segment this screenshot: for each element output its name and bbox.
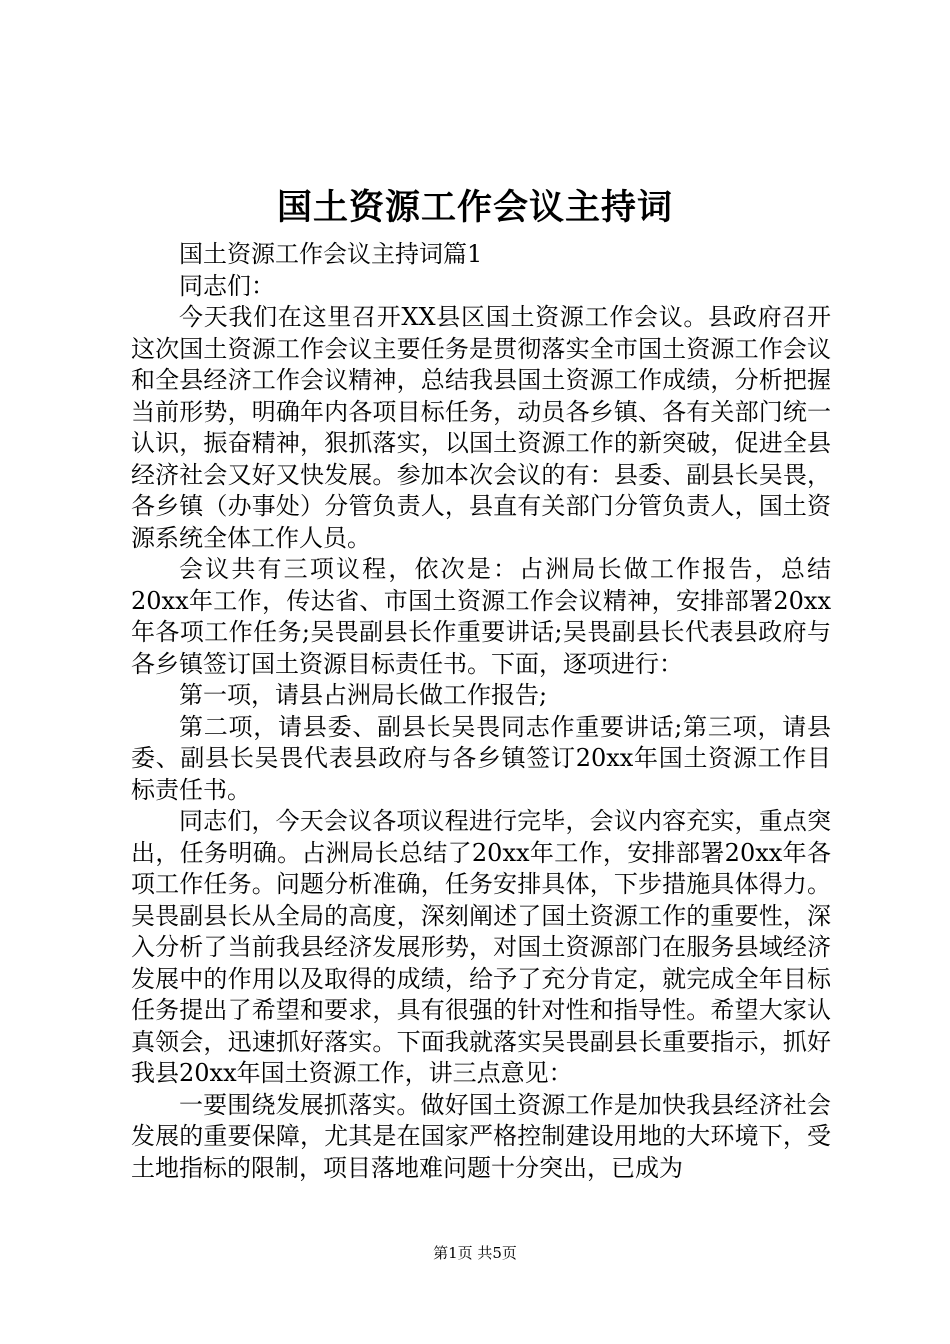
document-body (131, 239, 831, 1184)
paragraph: 一要围绕发展抓落实。做好国土资源工作是加快我县经济社会发展的重要保障，尤其是在国家严格控制建设用地的大环境下，受土地指标的限制，项目落地难问题十分突出，已成为 (131, 1090, 831, 1182)
paragraph: 今天我们在这里召开XX县区国土资源工作会议。县政府召开这次国土资源工作会议主要任务是贯彻落实全市国土资源工作会议和全县经济工作会议精神，总结我县国土资源工作成绩，分析把握当前形势，明确年内各项目标任务，动员各乡镇、各有关部门统一认识，振奋精神，狠抓落实，以国土资源工作的新突破，促进全县经济社会又好又快发展。参加本次会议的有：县委、副县长吴畏，各乡镇（办事处）分管负责人，县直有关部门分管负责人，国土资源系统全体工作人员。 (131, 303, 831, 552)
paragraph: 会议共有三项议程，依次是：占洲局长做工作报告，总结20xx年工作，传达省、市国土资源工作会议精神，安排部署20xx年各项工作任务;吴畏副县长作重要讲话;吴畏副县长代表县政府与各乡镇签订国土资源目标责任书。下面，逐项进行： (131, 555, 831, 678)
document-title: 国土资源工作会议主持词 (276, 187, 673, 228)
page-number-footer: 第1页 共5页 (433, 1244, 517, 1262)
section-heading: 国土资源工作会议主持词篇1 (179, 240, 483, 268)
paragraph: 第二项，请县委、副县长吴畏同志作重要讲话;第三项，请县委、副县长吴畏代表县政府与各乡镇签订20xx年国土资源工作目标责任书。 (131, 712, 831, 804)
salutation: 同志们： (179, 271, 275, 300)
paragraph: 第一项，请县占洲局长做工作报告; (179, 681, 548, 709)
paragraph: 同志们，今天会议各项议程进行完毕，会议内容充实，重点突出，任务明确。占洲局长总结了20xx年工作，安排部署20xx年各项工作任务。问题分析准确，任务安排具体，下步措施具体得力。吴畏副县长从全局的高度，深刻阐述了国土资源工作的重要性，深入分析了当前我县经济发展形势，对国土资源部门在服务县域经济发展中的作用以及取得的成绩，给予了充分肯定，就完成全年目标任务提出了希望和要求，具有很强的针对性和指导性。希望大家认真领会，迅速抓好落实。下面我就落实吴畏副县长重要指示，抓好我县20xx年国土资源工作，讲三点意见： (131, 807, 831, 1087)
